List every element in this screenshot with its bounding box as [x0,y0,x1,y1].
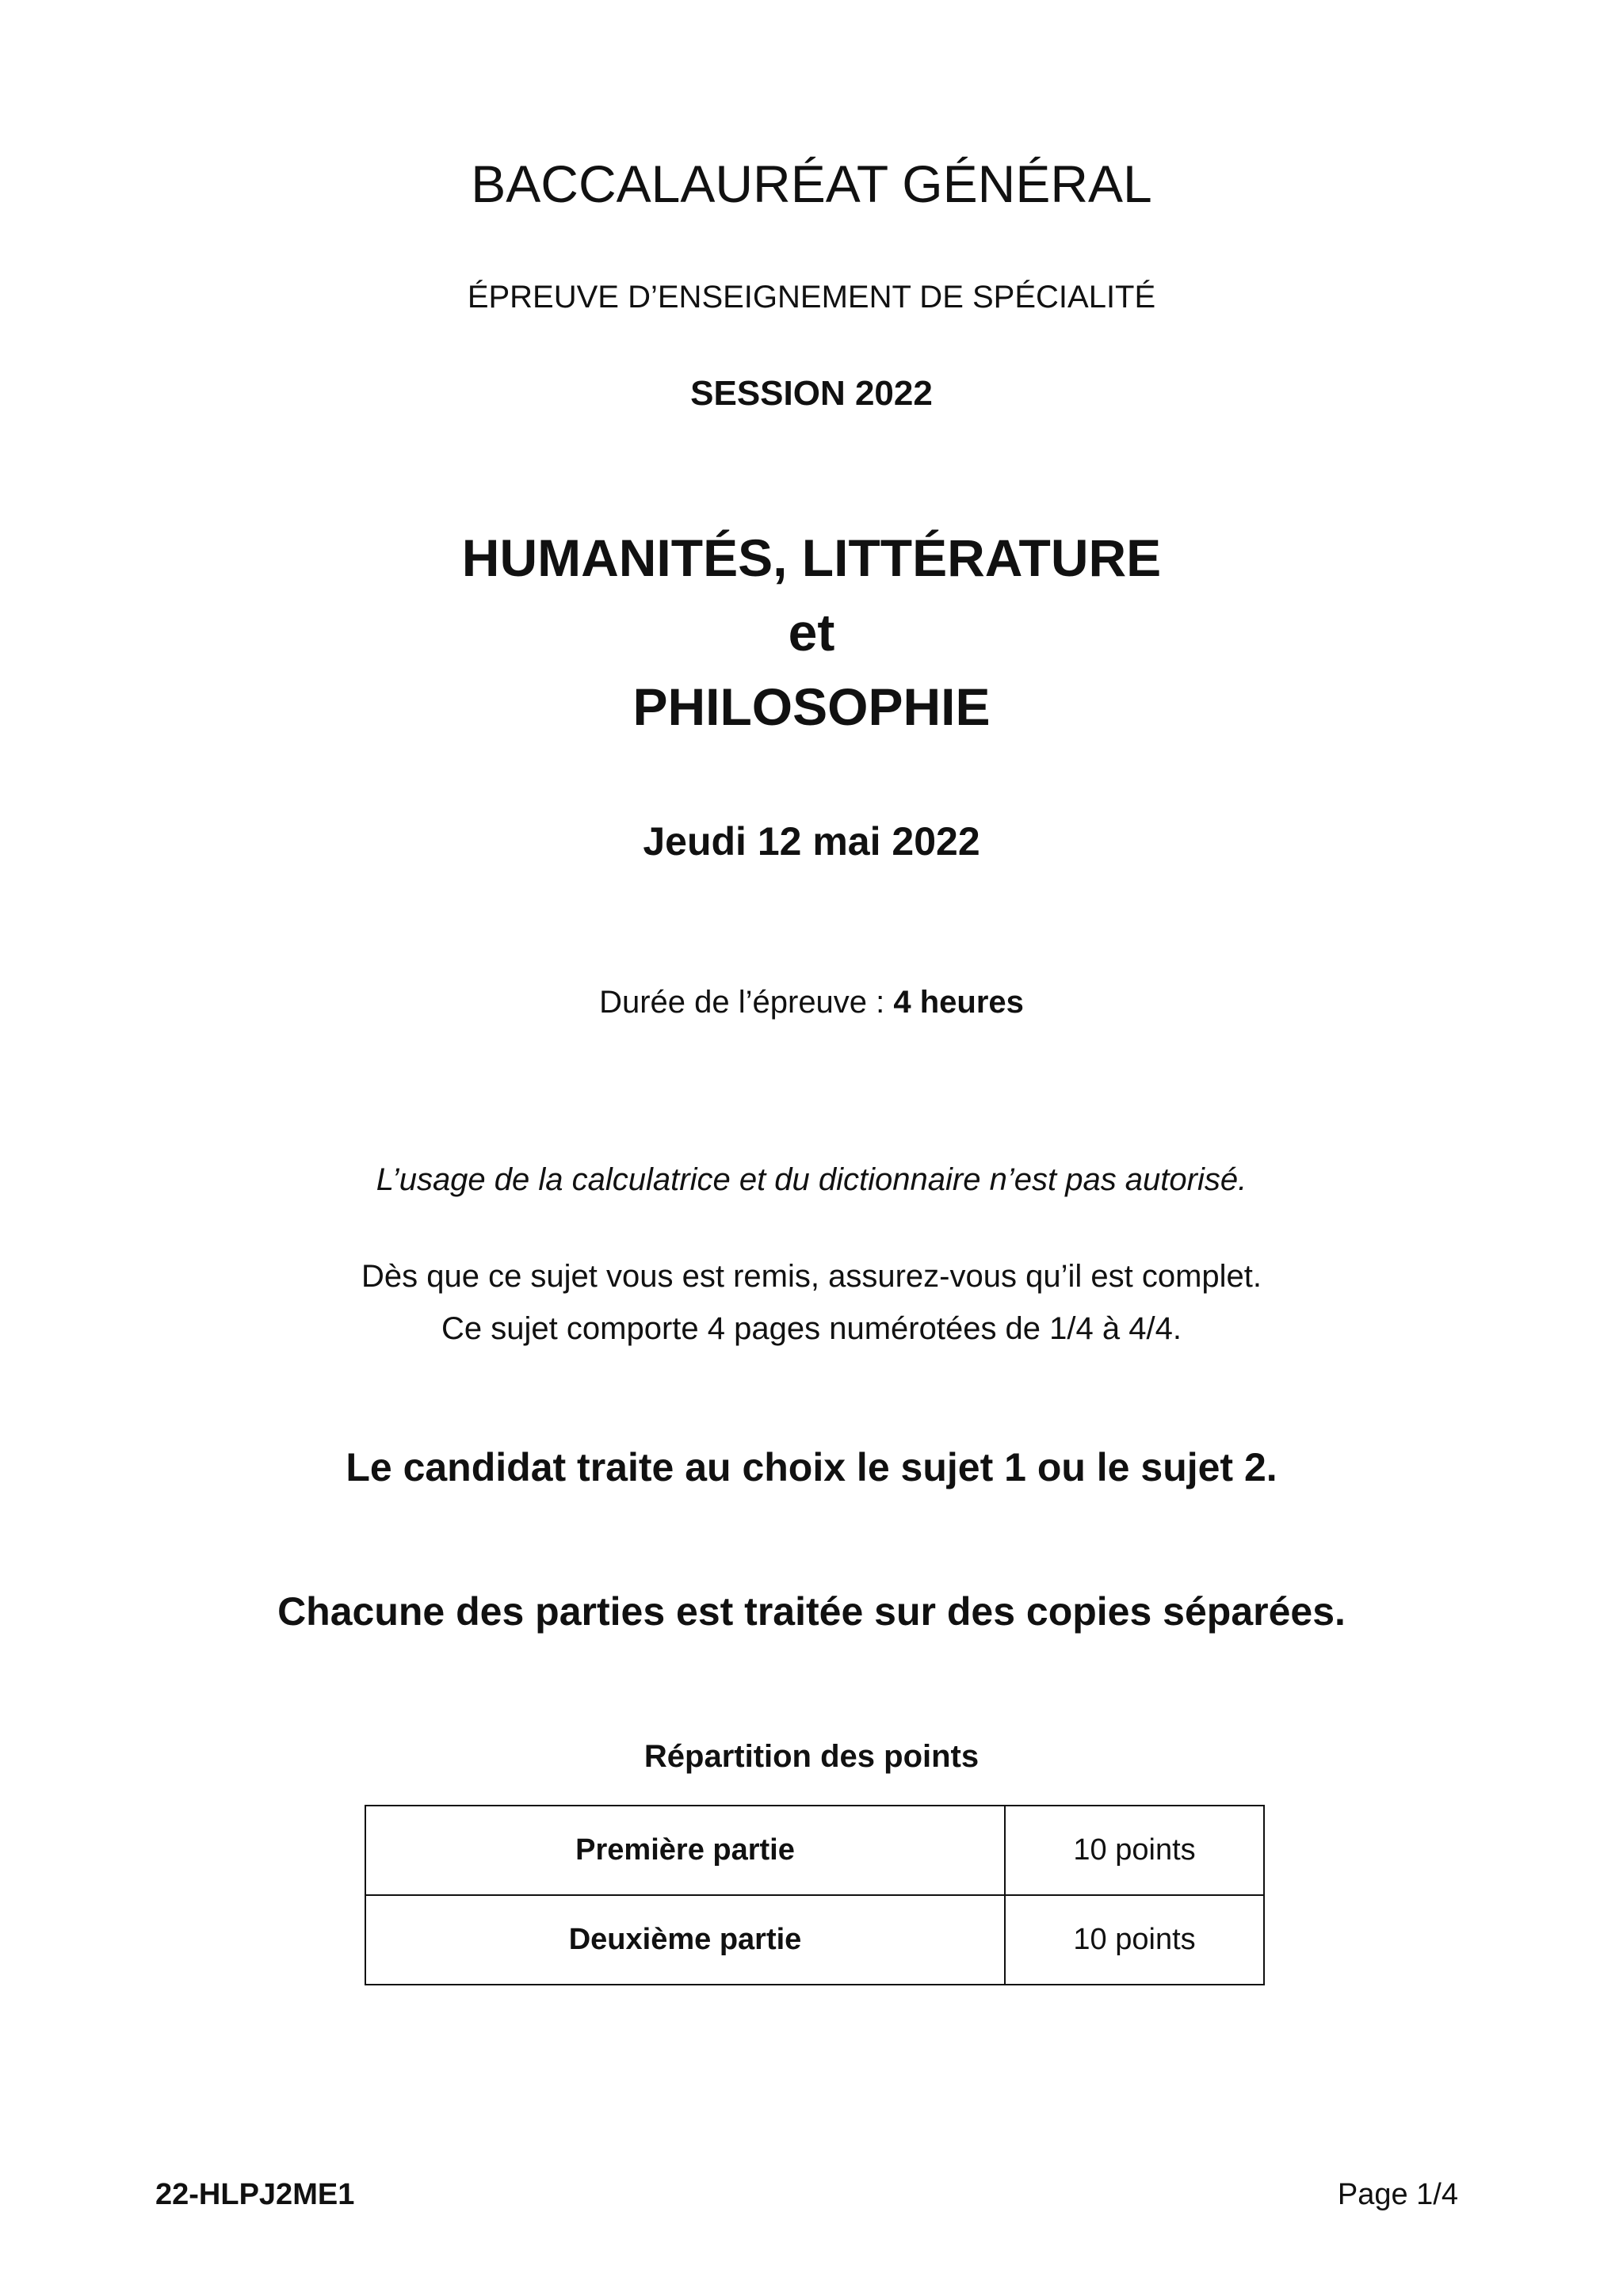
subject-title-line-3: PHILOSOPHIE [632,677,991,736]
table-row [365,1895,1264,1985]
subject-title-line-2: et [788,603,835,662]
table-row [365,1806,1264,1895]
page-count-notice: Ce sujet comporte 4 pages numérotées de 1/4 à 4/4. [441,1311,1182,1346]
exam-subtitle: ÉPREUVE D’ENSEIGNEMENT DE SPÉCIALITÉ [467,280,1156,315]
subject-title-line-1: HUMANITÉS, LITTÉRATURE [461,528,1162,587]
part-name: Première partie [365,1806,1005,1895]
exam-code: 22-HLPJ2ME1 [155,2178,355,2211]
session-label: SESSION 2022 [690,374,933,413]
page-number: Page 1/4 [1337,2178,1458,2211]
points-table [365,1805,1265,1985]
exam-date: Jeudi 12 mai 2022 [643,819,980,864]
part-name: Deuxième partie [365,1895,1005,1985]
part-points: 10 points [1005,1895,1264,1985]
exam-title: BACCALAURÉAT GÉNÉRAL [471,154,1152,213]
copies-instruction: Chacune des parties est traitée sur des copies séparées. [277,1589,1346,1634]
calculator-notice: L’usage de la calculatrice et du dictionnaire n’est pas autorisé. [376,1162,1247,1197]
duration-value: 4 heures [893,985,1024,1020]
completeness-notice: Dès que ce sujet vous est remis, assurez-vous qu’il est complet. [361,1259,1262,1294]
points-heading: Répartition des points [643,1739,980,1774]
choice-instruction: Le candidat traite au choix le sujet 1 ou le sujet 2. [346,1445,1277,1489]
exam-duration [0,982,1623,1022]
part-points: 10 points [1005,1806,1264,1895]
duration-label: Durée de l’épreuve : [599,985,894,1020]
